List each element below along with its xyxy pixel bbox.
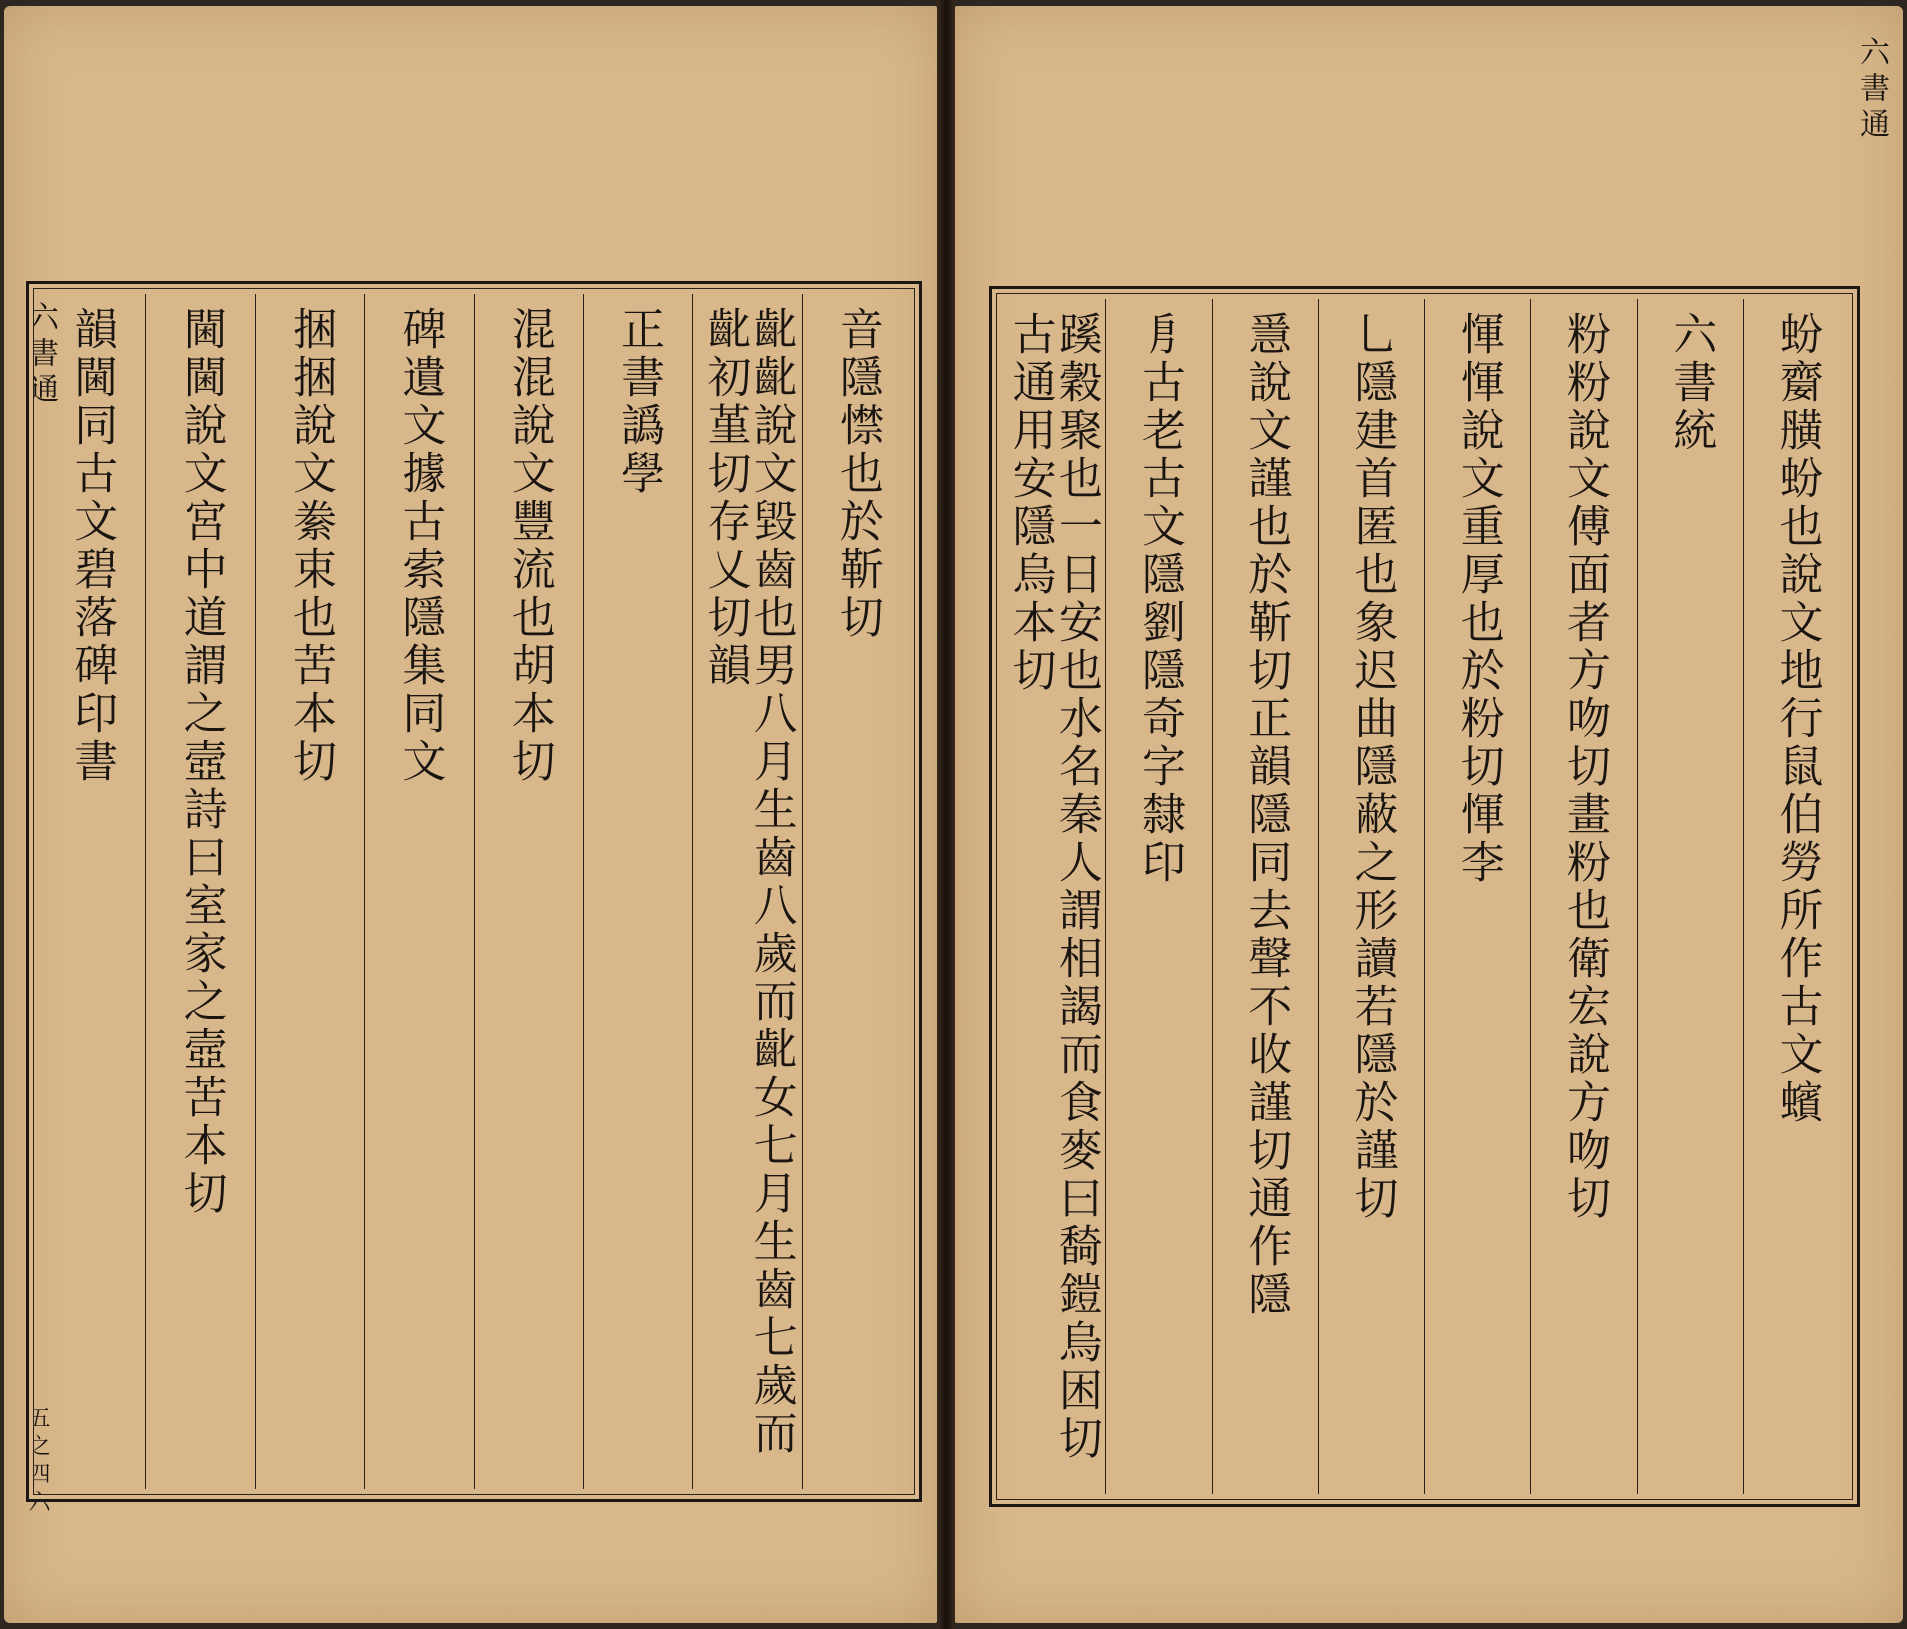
left-column [145,294,254,1489]
right-column-text: 㥯說文謹也於靳切正韻隱同去聲不收謹切通作隱 [1240,311,1292,1319]
left-column-text: 齔齔說文毀齒也男八月生齒八歲而齔女七月生齒七歲而齔初堇切存乂切韻 [699,306,797,1458]
left-column-text: 閫閫說文宮中道謂之壼詩曰室家之壼苦本切 [175,306,227,1218]
left-page [4,6,937,1623]
left-column-text: 音隱㦗也於靳切 [831,306,883,642]
left-column-text: 韻閫同古文碧落碑印書 [66,306,118,786]
left-column [692,294,801,1489]
right-column-text: 乚隱建首匿也象迟曲隱蔽之形讀若隱於謹切 [1346,311,1398,1223]
right-columns [1000,299,1849,1494]
right-page [955,6,1903,1623]
left-column-text: 混混說文豐流也胡本切 [503,306,555,786]
left-column [255,294,364,1489]
right-column-text: 粉粉說文傅面者方吻切畫粉也衛宏說方吻切 [1558,311,1610,1223]
right-text-frame [989,286,1860,1507]
book-gutter [937,0,955,1629]
left-column-text: 碑遺文據古索隱集同文 [394,306,446,786]
right-margin-title: 六書通 [1854,36,1889,144]
right-column-text: 蹊穀聚也一日安也水名秦人謂相謁而食麥曰䭲鎧烏困切古通用安隱烏本切 [1004,311,1102,1463]
right-column-text: 蚡䶒䵊蚡也說文地行鼠伯勞所作古文蠙 [1771,311,1823,1127]
left-columns [37,294,911,1489]
left-column [474,294,583,1489]
left-column [802,294,911,1489]
left-column-text: 正書譌學 [613,306,665,498]
right-column-text: 六書統 [1665,311,1717,455]
right-column [1105,299,1211,1494]
right-column [1000,299,1105,1494]
left-margin-title: 六書通 [23,301,58,409]
right-column [1637,299,1743,1494]
right-column [1743,299,1849,1494]
left-column [364,294,473,1489]
right-column [1318,299,1424,1494]
right-column-text: 惲惲說文重厚也於粉切惲李 [1452,311,1504,887]
left-column-text: 捆捆說文絭束也苦本切 [285,306,337,786]
left-column [583,294,692,1489]
folio-number: 五之四六 [25,1406,50,1518]
left-column [37,294,145,1489]
right-column [1212,299,1318,1494]
right-column [1424,299,1530,1494]
left-text-frame [26,281,922,1502]
right-column [1530,299,1636,1494]
right-column-text: 㐆古老古文隱劉隱奇字隸印 [1133,311,1185,887]
